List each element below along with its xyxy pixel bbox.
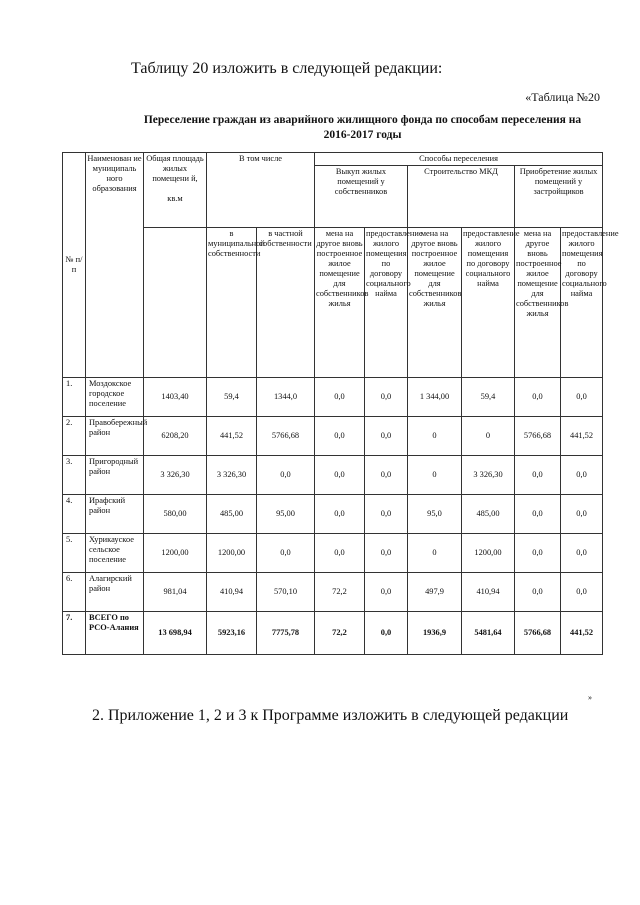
row-value: 0 bbox=[462, 417, 515, 456]
row-value: 485,00 bbox=[462, 495, 515, 534]
row-value: 72,2 bbox=[315, 612, 365, 655]
row-number: 4. bbox=[63, 495, 86, 534]
row-value: 0,0 bbox=[561, 456, 603, 495]
row-value: 0,0 bbox=[365, 612, 408, 655]
row-value: 0,0 bbox=[365, 534, 408, 573]
row-name: Моздокское городское поселение bbox=[86, 378, 144, 417]
row-value: 5766,68 bbox=[515, 612, 561, 655]
header-buyout: Выкуп жилых помещений у собственников bbox=[315, 166, 408, 228]
row-number: 3. bbox=[63, 456, 86, 495]
row-value: 441,52 bbox=[207, 417, 257, 456]
row-value: 0,0 bbox=[365, 456, 408, 495]
table-row bbox=[63, 378, 603, 417]
table-row bbox=[63, 417, 603, 456]
row-value: 0,0 bbox=[257, 456, 315, 495]
row-value: 497,9 bbox=[408, 573, 462, 612]
row-value: 0,0 bbox=[515, 534, 561, 573]
row-value: 0,0 bbox=[315, 456, 365, 495]
row-value: 981,04 bbox=[144, 573, 207, 612]
row-value: 1 344,00 bbox=[408, 378, 462, 417]
header-num: № п/ п bbox=[63, 153, 86, 378]
row-value: 1200,00 bbox=[144, 534, 207, 573]
row-value: 3 326,30 bbox=[207, 456, 257, 495]
row-name: Хурикауское сельское поселение bbox=[86, 534, 144, 573]
row-value: 441,52 bbox=[561, 612, 603, 655]
row-value: 0 bbox=[408, 417, 462, 456]
row-value: 95,00 bbox=[257, 495, 315, 534]
header-area-label: Общая площадь жилых помещени й, bbox=[146, 154, 204, 183]
header-area bbox=[144, 153, 207, 228]
row-value: 0 bbox=[408, 456, 462, 495]
row-value: 3 326,30 bbox=[144, 456, 207, 495]
header-incl-priv: в частной собственности bbox=[257, 228, 315, 378]
row-value: 410,94 bbox=[462, 573, 515, 612]
resettlement-table bbox=[62, 152, 619, 655]
row-value: 0,0 bbox=[257, 534, 315, 573]
header-mkd: Строительство МКД bbox=[408, 166, 515, 228]
row-value: 410,94 bbox=[207, 573, 257, 612]
header-sub-d: предоставление жилого помещения по договору социального найма bbox=[462, 228, 515, 378]
row-value: 0,0 bbox=[561, 573, 603, 612]
header-incl: В том числе bbox=[207, 153, 315, 228]
row-value: 1936,9 bbox=[408, 612, 462, 655]
row-value: 570,10 bbox=[257, 573, 315, 612]
row-value: 0,0 bbox=[365, 495, 408, 534]
row-value: 1200,00 bbox=[207, 534, 257, 573]
table-row bbox=[63, 612, 603, 655]
row-value: 0,0 bbox=[315, 534, 365, 573]
row-value: 1200,00 bbox=[462, 534, 515, 573]
header-name: Наименован ие муниципаль ного образования bbox=[86, 153, 144, 378]
row-value: 0,0 bbox=[561, 495, 603, 534]
row-value: 485,00 bbox=[207, 495, 257, 534]
row-value: 0,0 bbox=[365, 417, 408, 456]
row-value: 0,0 bbox=[515, 378, 561, 417]
header-acq: Приобретение жилых помещений у застройщиков bbox=[515, 166, 603, 228]
row-value: 59,4 bbox=[462, 378, 515, 417]
header-sub-f: предоставление жилого помещения по договору социального найма bbox=[561, 228, 603, 378]
row-number: 6. bbox=[63, 573, 86, 612]
row-value: 580,00 bbox=[144, 495, 207, 534]
closing-quote: » bbox=[588, 693, 592, 702]
table-row bbox=[63, 534, 603, 573]
row-name: Алагирский район bbox=[86, 573, 144, 612]
footer-text: 2. Приложение 1, 2 и 3 к Программе изложить в следующей редакции bbox=[92, 707, 569, 724]
table-title bbox=[100, 113, 625, 143]
header-incl-mun: в муниципальной собственности bbox=[207, 228, 257, 378]
row-number: 7. bbox=[63, 612, 86, 655]
row-number: 5. bbox=[63, 534, 86, 573]
row-value: 5923,16 bbox=[207, 612, 257, 655]
row-value: 0,0 bbox=[365, 378, 408, 417]
row-value: 0,0 bbox=[561, 534, 603, 573]
header-area-unit: кв.м bbox=[167, 194, 183, 203]
row-value: 13 698,94 bbox=[144, 612, 207, 655]
row-value: 0,0 bbox=[515, 573, 561, 612]
row-value: 5481,64 bbox=[462, 612, 515, 655]
row-name: ВСЕГО по РСО-Алания bbox=[86, 612, 144, 655]
row-value: 6208,20 bbox=[144, 417, 207, 456]
row-value: 0,0 bbox=[315, 378, 365, 417]
row-value: 59,4 bbox=[207, 378, 257, 417]
table-title-line1: Переселение граждан из аварийного жилищного фонда по способам переселения на bbox=[143, 114, 582, 126]
table-row bbox=[63, 495, 603, 534]
row-value: 0,0 bbox=[315, 417, 365, 456]
row-value: 0,0 bbox=[365, 573, 408, 612]
intro-text: Таблицу 20 изложить в следующей редакции: bbox=[131, 60, 443, 77]
row-name: Пригородный район bbox=[86, 456, 144, 495]
row-number: 1. bbox=[63, 378, 86, 417]
header-area-blank bbox=[144, 228, 207, 378]
row-value: 5766,68 bbox=[515, 417, 561, 456]
row-value: 72,2 bbox=[315, 573, 365, 612]
table-title-line2: 2016-2017 годы bbox=[323, 129, 402, 141]
table-row bbox=[63, 456, 603, 495]
row-value: 441,52 bbox=[561, 417, 603, 456]
row-value: 5766,68 bbox=[257, 417, 315, 456]
row-name: Правобережный район bbox=[86, 417, 144, 456]
row-number: 2. bbox=[63, 417, 86, 456]
header-sub-a: мена на другое вновь построенное жилое помещение для собственников жилья bbox=[315, 228, 365, 378]
header-sub-e: мена на другое вновь построенное жилое помещение для собственников жилья bbox=[515, 228, 561, 378]
row-name: Ирафский район bbox=[86, 495, 144, 534]
row-value: 3 326,30 bbox=[462, 456, 515, 495]
row-value: 0,0 bbox=[561, 378, 603, 417]
header-sub-c: мена на другое вновь построенное жилое помещение для собственников жилья bbox=[408, 228, 462, 378]
row-value: 1344,0 bbox=[257, 378, 315, 417]
header-methods: Способы переселения bbox=[315, 153, 603, 166]
row-value: 0,0 bbox=[315, 495, 365, 534]
row-value: 1403,40 bbox=[144, 378, 207, 417]
row-value: 0,0 bbox=[515, 495, 561, 534]
table-row bbox=[63, 573, 603, 612]
header-sub-b: предоставление жилого помещения по договору социального найма bbox=[365, 228, 408, 378]
row-value: 0 bbox=[408, 534, 462, 573]
row-value: 7775,78 bbox=[257, 612, 315, 655]
row-value: 0,0 bbox=[515, 456, 561, 495]
table-number: «Таблица №20 bbox=[525, 90, 600, 104]
row-value: 95,0 bbox=[408, 495, 462, 534]
